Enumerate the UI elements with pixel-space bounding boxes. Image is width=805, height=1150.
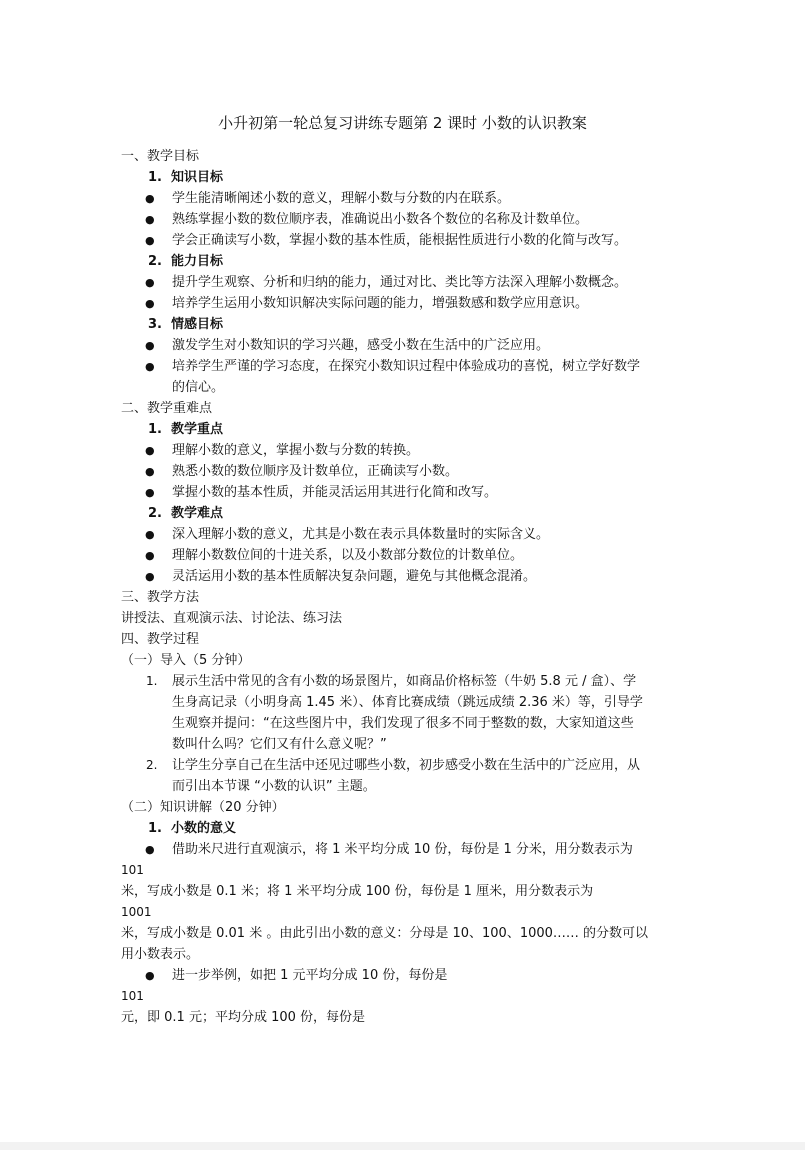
part-heading-intro: （一）导入（5 分钟） bbox=[121, 653, 251, 668]
list-item: ● 学生能清晰阐述小数的意义，理解小数与分数的内在联系。 bbox=[121, 188, 685, 209]
bullet-icon: ● bbox=[145, 192, 155, 205]
list-item-continuation: 的信心。 bbox=[172, 380, 225, 395]
list-item: ● 进一步举例，如把 1 元平均分成 10 份，每份是 bbox=[121, 965, 685, 986]
subheading-number: 1. bbox=[148, 170, 162, 185]
item-number: 1. bbox=[146, 674, 158, 688]
list-item: ● 培养学生运用小数知识解决实际问题的能力，增强数感和数学应用意识。 bbox=[121, 293, 685, 314]
ordered-item-continuation: 生观察并提问：“在这些图片中，我们发现了很多不同于整数的数，大家知道这些 bbox=[172, 716, 634, 731]
document-title: 小升初第一轮总复习讲练专题第 2 课时 小数的认识教案 bbox=[218, 114, 587, 132]
list-item: ● 熟悉小数的数位顺序及计数单位，正确读写小数。 bbox=[121, 461, 685, 482]
subheading-label: 知识目标 bbox=[171, 170, 224, 185]
ordered-item: 1. 展示生活中常见的含有小数的场景图片，如商品价格标签（牛奶 5.8 元 / 盒）、学 bbox=[121, 671, 685, 692]
paragraph-line: 用小数表示。 bbox=[121, 947, 200, 962]
bullet-icon: ● bbox=[145, 843, 155, 856]
paragraph-line: 米，写成小数是 0.1 米；将 1 米平均分成 100 份，每份是 1 厘米，用分数表示为 bbox=[121, 884, 594, 899]
subheading-label: 能力目标 bbox=[171, 254, 224, 269]
subheading-number: 2. bbox=[148, 254, 162, 269]
bullet-icon: ● bbox=[145, 234, 155, 247]
list-item: ● 理解小数的意义，掌握小数与分数的转换。 bbox=[121, 440, 685, 461]
bullet-icon: ● bbox=[145, 570, 155, 583]
list-item: ● 提升学生观察、分析和归纳的能力，通过对比、类比等方法深入理解小数概念。 bbox=[121, 272, 685, 293]
subheading-number: 1. bbox=[148, 422, 162, 437]
paragraph-line: 元，即 0.1 元；平均分成 100 份，每份是 bbox=[121, 1010, 366, 1025]
subheading-number: 3. bbox=[148, 317, 162, 332]
list-item: ● 借助米尺进行直观演示，将 1 米平均分成 10 份，每份是 1 分米，用分数表示为 bbox=[121, 839, 685, 860]
ordered-item-continuation: 而引出本节课 “小数的认识” 主题。 bbox=[172, 779, 376, 794]
list-item: ● 激发学生对小数知识的学习兴趣，感受小数在生活中的广泛应用。 bbox=[121, 335, 685, 356]
ordered-item-continuation: 生身高记录（小明身高 1.45 米）、体育比赛成绩（跳远成绩 2.36 米）等，引导学 bbox=[172, 695, 643, 710]
section-heading-methods: 三、教学方法 bbox=[121, 590, 200, 605]
section-heading-process: 四、教学过程 bbox=[121, 632, 200, 647]
bullet-icon: ● bbox=[145, 360, 155, 373]
bullet-icon: ● bbox=[145, 969, 155, 982]
subheading-decimal-meaning bbox=[121, 818, 685, 839]
bullet-icon: ● bbox=[145, 549, 155, 562]
bullet-icon: ● bbox=[145, 339, 155, 352]
subheading-key-points bbox=[121, 419, 685, 440]
fraction-text: 101 bbox=[121, 863, 144, 877]
list-item: ● 熟练掌握小数的数位顺序表，准确说出小数各个数位的名称及计数单位。 bbox=[121, 209, 685, 230]
bullet-icon: ● bbox=[145, 528, 155, 541]
ordered-item-continuation: 数叫什么吗？它们又有什么意义呢？” bbox=[172, 737, 387, 752]
fraction-text: 1001 bbox=[121, 905, 152, 919]
subheading-number: 2. bbox=[148, 506, 162, 521]
subheading-label: 教学重点 bbox=[171, 422, 224, 437]
bullet-icon: ● bbox=[145, 276, 155, 289]
bullet-icon: ● bbox=[145, 444, 155, 457]
item-number: 2. bbox=[146, 758, 158, 772]
list-item: ● 灵活运用小数的基本性质解决复杂问题，避免与其他概念混淆。 bbox=[121, 566, 685, 587]
subheading-emotion bbox=[121, 314, 685, 335]
section-heading-objectives: 一、教学目标 bbox=[121, 149, 200, 164]
list-item: ● 培养学生严谨的学习态度，在探究小数知识过程中体验成功的喜悦，树立学好数学 bbox=[121, 356, 685, 377]
methods-text: 讲授法、直观演示法、讨论法、练习法 bbox=[121, 611, 343, 626]
ordered-item: 2. 让学生分享自己在生活中还见过哪些小数，初步感受小数在生活中的广泛应用，从 bbox=[121, 755, 685, 776]
subheading-number: 1. bbox=[148, 821, 162, 836]
bullet-icon: ● bbox=[145, 297, 155, 310]
list-item: ● 学会正确读写小数，掌握小数的基本性质，能根据性质进行小数的化简与改写。 bbox=[121, 230, 685, 251]
bullet-icon: ● bbox=[145, 465, 155, 478]
part-heading-lecture: （二）知识讲解（20 分钟） bbox=[121, 800, 285, 815]
list-item: ● 深入理解小数的意义，尤其是小数在表示具体数量时的实际含义。 bbox=[121, 524, 685, 545]
fraction-text: 101 bbox=[121, 989, 144, 1003]
list-item: ● 理解小数数位间的十进关系，以及小数部分数位的计数单位。 bbox=[121, 545, 685, 566]
bullet-icon: ● bbox=[145, 213, 155, 226]
subheading-label: 小数的意义 bbox=[171, 821, 237, 836]
subheading-difficulties bbox=[121, 503, 685, 524]
subheading-knowledge bbox=[121, 167, 685, 188]
document-body bbox=[121, 146, 685, 1028]
paragraph-line: 米，写成小数是 0.01 米 。由此引出小数的意义：分母是 10、100、1000…… 的分数可以 bbox=[121, 926, 649, 941]
section-heading-key-points: 二、教学重难点 bbox=[121, 401, 213, 416]
subheading-label: 教学难点 bbox=[171, 506, 224, 521]
bullet-icon: ● bbox=[145, 486, 155, 499]
list-item: ● 掌握小数的基本性质，并能灵活运用其进行化简和改写。 bbox=[121, 482, 685, 503]
subheading-label: 情感目标 bbox=[171, 317, 224, 332]
subheading-ability bbox=[121, 251, 685, 272]
